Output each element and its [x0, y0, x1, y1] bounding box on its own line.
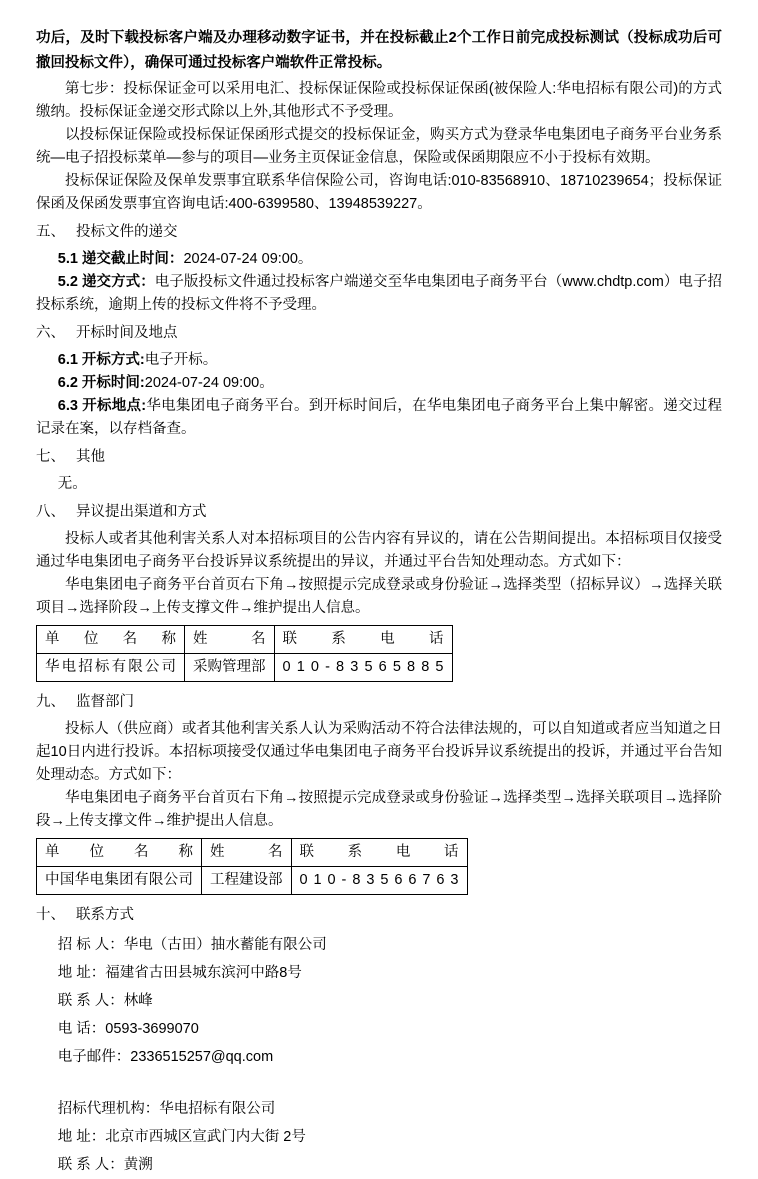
- section-6-number: 六、: [36, 325, 65, 341]
- intro-bold-paragraph: 功后，及时下载投标客户端及办理移动数字证书，并在投标截止2个工作日前完成投标测试（投标成功后可撤回投标文件），确保可通过投标客户端软件正常投标。: [36, 30, 722, 71]
- item-6-1-value: 电子开标。: [144, 352, 218, 368]
- section-5-heading: [36, 221, 722, 244]
- table-header-phone: 联 系 电 话: [291, 839, 467, 867]
- supervision-steps-paragraph: 华电集团电子商务平台首页右下角→按照提示完成登录或身份验证→选择类型→选择关联项目→选择阶段→上传支撑文件→维护提出人信息。: [36, 790, 722, 829]
- tenderer-contact-block: [36, 931, 722, 1071]
- section-7-heading: [36, 446, 722, 469]
- supervision-intro-paragraph: 投标人（供应商）或者其他利害关系人认为采购活动不符合法律法规的，可以自知道或者应当知道之日起10日内进行投诉。本招标项接受仅通过华电集团电子商务平台投诉异议系统提出的投诉，并通过平台告知处理动态。方式如下：: [36, 721, 722, 783]
- tenderer-name-line: 招 标 人：华电（古田）抽水蓄能有限公司: [57, 937, 327, 953]
- section-7-none: 无。: [57, 476, 87, 492]
- item-5-1: [36, 248, 722, 271]
- section-5-title: 投标文件的递交: [76, 224, 178, 240]
- objection-contact-table: [36, 625, 453, 682]
- item-6-2-label: 6.2 开标时间:: [57, 375, 145, 391]
- table-header-row: [37, 839, 468, 867]
- section-10-number: 十、: [36, 907, 65, 923]
- item-6-1-label: 6.1 开标方式:: [57, 352, 145, 368]
- section-8-number: 八、: [36, 504, 65, 520]
- item-5-2-label: 5.2 递交方式：: [57, 274, 155, 290]
- agency-address-line: 地 址：北京市西城区宣武门内大街 2号: [57, 1129, 306, 1145]
- item-6-2-value: 2024-07-24 09:00。: [144, 375, 274, 391]
- section-8-heading: [36, 501, 722, 524]
- section-5-number: 五、: [36, 224, 65, 240]
- guarantee-purchase-paragraph: 以投标保证保险或投标保证保函形式提交的投标保证金，购买方式为登录华电集团电子商务平台业务系统—电子招投标菜单—参与的项目—业务主页保证金信息，保险或保函期限应不小于投标有效期。: [36, 127, 722, 166]
- item-6-1: [36, 349, 722, 372]
- tenderer-person-line: 联 系 人：林峰: [57, 993, 153, 1009]
- item-6-3-label: 6.3 开标地点:: [57, 398, 147, 414]
- table-header-phone: 联 系 电 话: [274, 626, 452, 654]
- section-6-heading: [36, 322, 722, 345]
- guarantee-contact-paragraph: 投标保证保险及保单发票事宜联系华信保险公司，咨询电话:010-83568910、18710239654；投标保证保函及保函发票事宜咨询电话:400-6399580、13948539227。: [36, 173, 722, 212]
- tenderer-address-line: 地 址：福建省古田县城东滨河中路8号: [57, 965, 302, 981]
- table-cell-phone: 0 1 0 - 8 3 5 6 5 8 8 5: [274, 654, 452, 682]
- tenderer-phone-line: 电 话：0593-3699070: [57, 1021, 199, 1037]
- section-8-title: 异议提出渠道和方式: [76, 504, 207, 520]
- agency-name-line: 招标代理机构：华电招标有限公司: [57, 1101, 276, 1117]
- section-6-title: 开标时间及地点: [76, 325, 178, 341]
- step7-paragraph: 第七步：投标保证金可以采用电汇、投标保证保险或投标保证保函(被保险人:华电招标有限公司)的方式缴纳。投标保证金递交形式除以上外,其他形式不予受理。: [36, 81, 722, 120]
- agency-person-line: 联 系 人：黄溯: [57, 1157, 153, 1173]
- table-row: [37, 654, 453, 682]
- table-cell-person-name: 工程建设部: [202, 867, 292, 895]
- objection-intro-paragraph: 投标人或者其他利害关系人对本招标项目的公告内容有异议的，请在公告期间提出。本招标项目仅接受通过华电集团电子商务平台投诉异议系统提出的异议，并通过平台告知处理动态。方式如下：: [36, 531, 722, 570]
- table-header-unit-name: 单 位 名 称: [37, 626, 185, 654]
- tenderer-email-line: 电子邮件：2336515257@qq.com: [57, 1049, 274, 1065]
- section-7-number: 七、: [36, 449, 65, 465]
- item-6-2: [36, 372, 722, 395]
- table-cell-phone: 0 1 0 - 8 3 5 6 6 7 6 3: [291, 867, 467, 895]
- table-header-person-name: 姓 名: [202, 839, 292, 867]
- section-10-heading: [36, 904, 722, 927]
- item-5-2: [36, 271, 722, 317]
- supervision-contact-table: [36, 838, 468, 895]
- table-header-person-name: 姓 名: [185, 626, 275, 654]
- section-9-title: 监督部门: [76, 694, 134, 710]
- section-7-title: 其他: [76, 449, 105, 465]
- table-cell-unit-name: 中国华电集团有限公司: [37, 867, 202, 895]
- table-header-row: [37, 626, 453, 654]
- section-9-heading: [36, 691, 722, 714]
- table-row: [37, 867, 468, 895]
- section-9-number: 九、: [36, 694, 65, 710]
- item-5-2-value: 电子版投标文件通过投标客户端递交至华电集团电子商务平台（www.chdtp.com）电子招投标系统，逾期上传的投标文件将不予受理。: [36, 274, 722, 313]
- item-6-3-value: 华电集团电子商务平台。到开标时间后，在华电集团电子商务平台上集中解密。递交过程记录在案，以存档备查。: [36, 398, 723, 437]
- objection-steps-paragraph: 华电集团电子商务平台首页右下角→按照提示完成登录或身份验证→选择类型（招标异议）→选择关联项目→选择阶段→上传支撑文件→维护提出人信息。: [36, 577, 722, 616]
- table-cell-unit-name: 华电招标有限公司: [37, 654, 185, 682]
- table-header-unit-name: 单 位 名 称: [37, 839, 202, 867]
- section-10-title: 联系方式: [76, 907, 134, 923]
- table-cell-person-name: 采购管理部: [185, 654, 275, 682]
- item-5-1-label: 5.1 递交截止时间：: [57, 251, 184, 267]
- item-6-3: [36, 395, 722, 441]
- agency-contact-block: [36, 1095, 722, 1179]
- item-5-1-value: 2024-07-24 09:00。: [183, 251, 313, 267]
